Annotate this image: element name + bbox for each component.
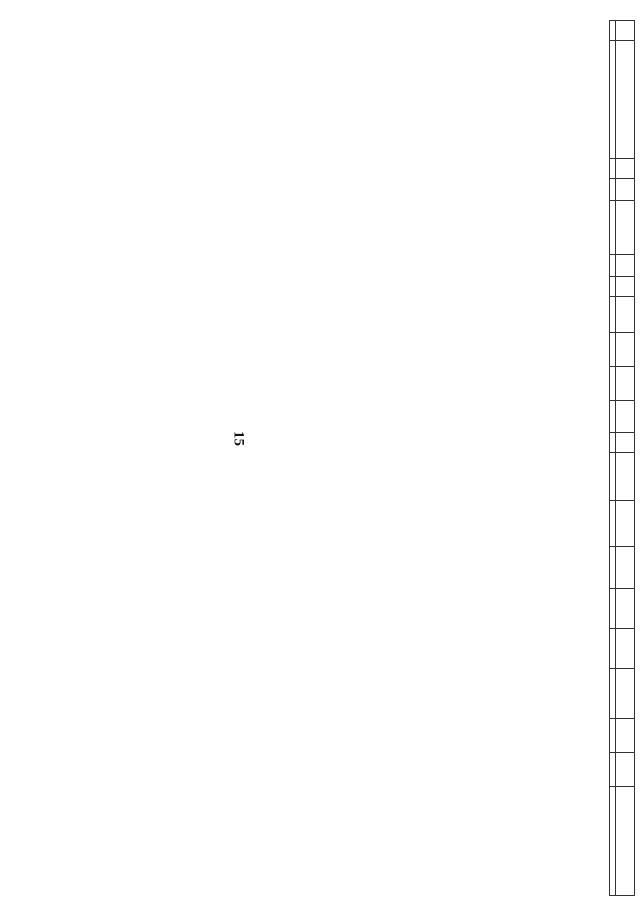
column-header <box>616 719 635 753</box>
column-header <box>616 179 635 201</box>
column-index <box>610 159 616 179</box>
column-header <box>616 159 635 179</box>
column-header <box>616 255 635 277</box>
column-index <box>610 333 616 367</box>
column-header <box>616 629 635 669</box>
page-number: 15 <box>230 431 247 446</box>
column-index <box>610 255 616 277</box>
column-index <box>610 453 616 501</box>
table-column-index-row <box>610 21 616 896</box>
column-index <box>610 401 616 433</box>
column-header <box>616 367 635 401</box>
column-header <box>616 401 635 433</box>
column-index <box>610 179 616 201</box>
column-index <box>610 669 616 719</box>
housing-register-table <box>609 20 635 896</box>
column-header <box>616 333 635 367</box>
rotated-table-container <box>195 20 635 895</box>
column-header <box>616 201 635 255</box>
column-index <box>610 719 616 753</box>
column-index <box>610 433 616 453</box>
column-header <box>616 669 635 719</box>
column-index <box>610 501 616 547</box>
column-index <box>610 277 616 297</box>
column-header <box>616 433 635 453</box>
column-header <box>616 589 635 629</box>
column-index <box>610 629 616 669</box>
column-index <box>610 547 616 589</box>
column-header <box>616 453 635 501</box>
column-header <box>616 787 635 896</box>
column-header <box>616 21 635 41</box>
column-header <box>616 297 635 333</box>
column-header <box>616 501 635 547</box>
column-index <box>610 21 616 41</box>
column-header <box>616 547 635 589</box>
column-header <box>616 277 635 297</box>
column-index <box>610 201 616 255</box>
column-index <box>610 589 616 629</box>
column-header <box>616 753 635 787</box>
column-header <box>616 41 635 159</box>
column-index <box>610 753 616 787</box>
column-index <box>610 41 616 159</box>
table-header-row <box>616 21 635 896</box>
column-index <box>610 787 616 896</box>
column-index <box>610 297 616 333</box>
column-index <box>610 367 616 401</box>
